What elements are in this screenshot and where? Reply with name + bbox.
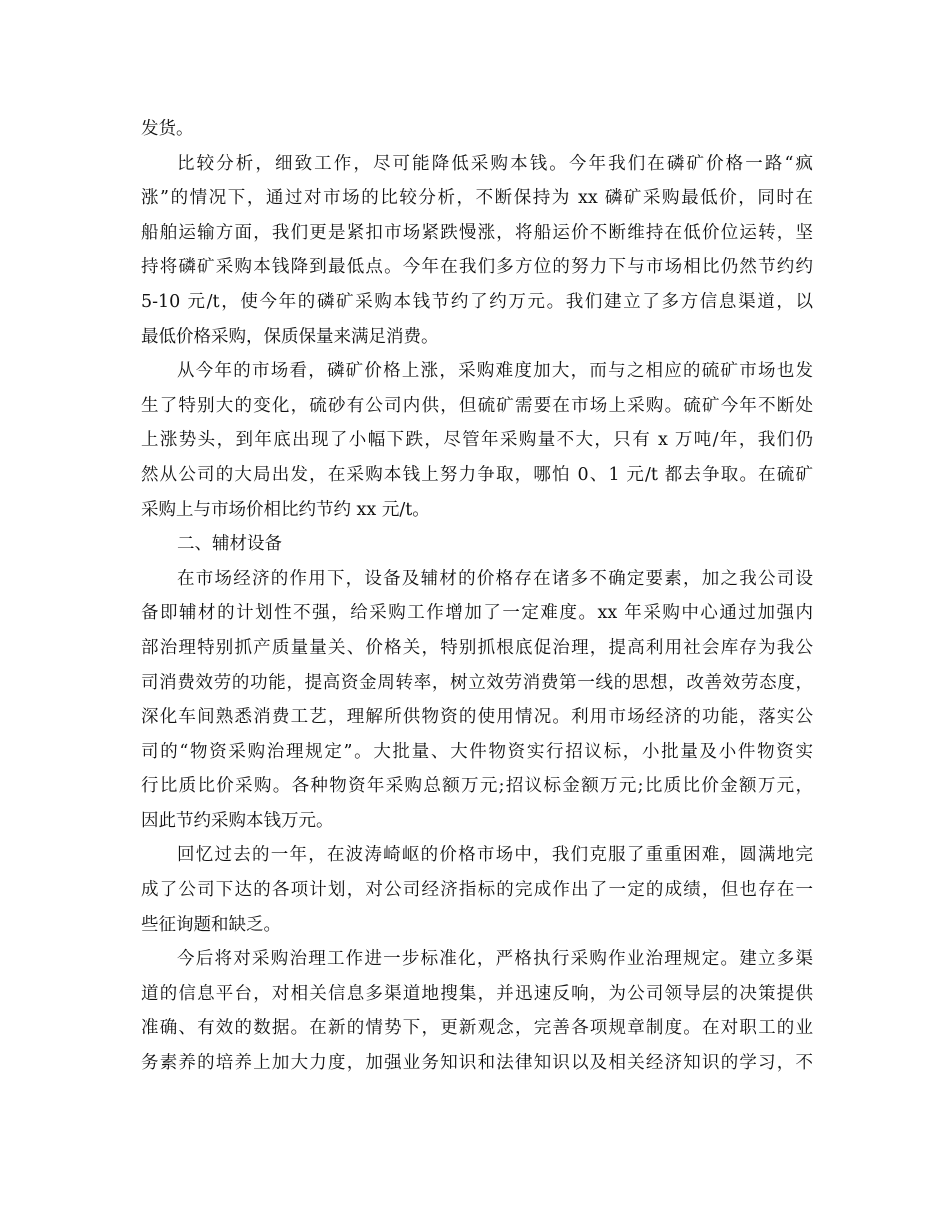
text-line: 些征询题和缺乏。 bbox=[141, 914, 281, 935]
text-line: 5-10 元/t，使今年的磷矿采购本钱节约了约万元。我们建立了多方信息渠道，以 bbox=[141, 291, 813, 312]
text-line: 备即辅材的计划性不强，给采购工作增加了一定难度。xx 年采购中心通过加强内 bbox=[141, 603, 813, 624]
text-line: 回忆过去的一年，在波涛崎岖的价格市场中，我们克服了重重困难，圆满地完 bbox=[177, 845, 813, 866]
text-line: 比较分析，细致工作，尽可能降低采购本钱。今年我们在磷矿价格一路“疯 bbox=[177, 153, 813, 174]
text-line: 因此节约采购本钱万元。 bbox=[141, 810, 334, 831]
section-heading: 二、辅材设备 bbox=[177, 534, 282, 555]
text-line: 准确、有效的数据。在新的情势下，更新观念，完善各项规章制度。在对职工的业 bbox=[141, 1018, 813, 1039]
text-line: 司消费效劳的功能，提高资金周转率，树立效劳消费第一线的思想，改善效劳态度， bbox=[141, 672, 813, 693]
text-line: 在市场经济的作用下，设备及辅材的价格存在诸多不确定要素，加之我公司设 bbox=[177, 568, 813, 589]
text-line: 生了特别大的变化，硫砂有公司内供，但硫矿需要在市场上采购。硫矿今年不断处 bbox=[141, 395, 813, 416]
text-line: 然从公司的大局出发，在采购本钱上努力争取，哪怕 0、1 元/t 都去争取。在硫矿 bbox=[141, 464, 813, 485]
text-line: 务素养的培养上加大力度，加强业务知识和法律知识以及相关经济知识的学习，不 bbox=[141, 1053, 813, 1074]
text-line: 上涨势头，到年底出现了小幅下跌，尽管年采购量不大，只有 x 万吨/年，我们仍 bbox=[141, 430, 813, 451]
text-line: 道的信息平台，对相关信息多渠道地搜集，并迅速反响，为公司领导层的决策提供 bbox=[141, 983, 813, 1004]
text-line: 今后将对采购治理工作进一步标准化，严格执行采购作业治理规定。建立多渠 bbox=[177, 949, 813, 970]
text-line: 最低价格采购，保质保量来满足消费。 bbox=[141, 326, 439, 347]
text-line: 司的“物资采购治理规定”。大批量、大件物资实行招议标，小批量及小件物资实 bbox=[141, 741, 813, 762]
text-line: 从今年的市场看，磷矿价格上涨，采购难度加大，而与之相应的硫矿市场也发 bbox=[177, 361, 813, 382]
text-line: 持将磷矿采购本钱降到最低点。今年在我们多方位的努力下与市场相比仍然节约约 bbox=[141, 257, 813, 278]
text-line: 深化车间熟悉消费工艺，理解所供物资的使用情况。利用市场经济的功能，落实公 bbox=[141, 707, 813, 728]
text-line: 成了公司下达的各项计划，对公司经济指标的完成作出了一定的成绩，但也存在一 bbox=[141, 880, 813, 901]
text-line: 发货。 bbox=[141, 119, 194, 139]
text-line: 部治理特别抓产质量量关、价格关，特别抓根底促治理，提高利用社会库存为我公 bbox=[141, 637, 813, 658]
text-line: 采购上与市场价相比约节约 xx 元/t。 bbox=[141, 499, 430, 520]
text-line: 涨”的情况下，通过对市场的比较分析，不断保持为 xx 磷矿采购最低价，同时在 bbox=[141, 188, 813, 209]
text-line: 船舶运输方面，我们更是紧扣市场紧跌慢涨，将船运价不断维持在低价位运转，坚 bbox=[141, 222, 813, 243]
document-body bbox=[141, 112, 813, 1081]
text-line: 行比质比价采购。各种物资年采购总额万元;招议标金额万元;比质比价金额万元， bbox=[141, 776, 813, 797]
